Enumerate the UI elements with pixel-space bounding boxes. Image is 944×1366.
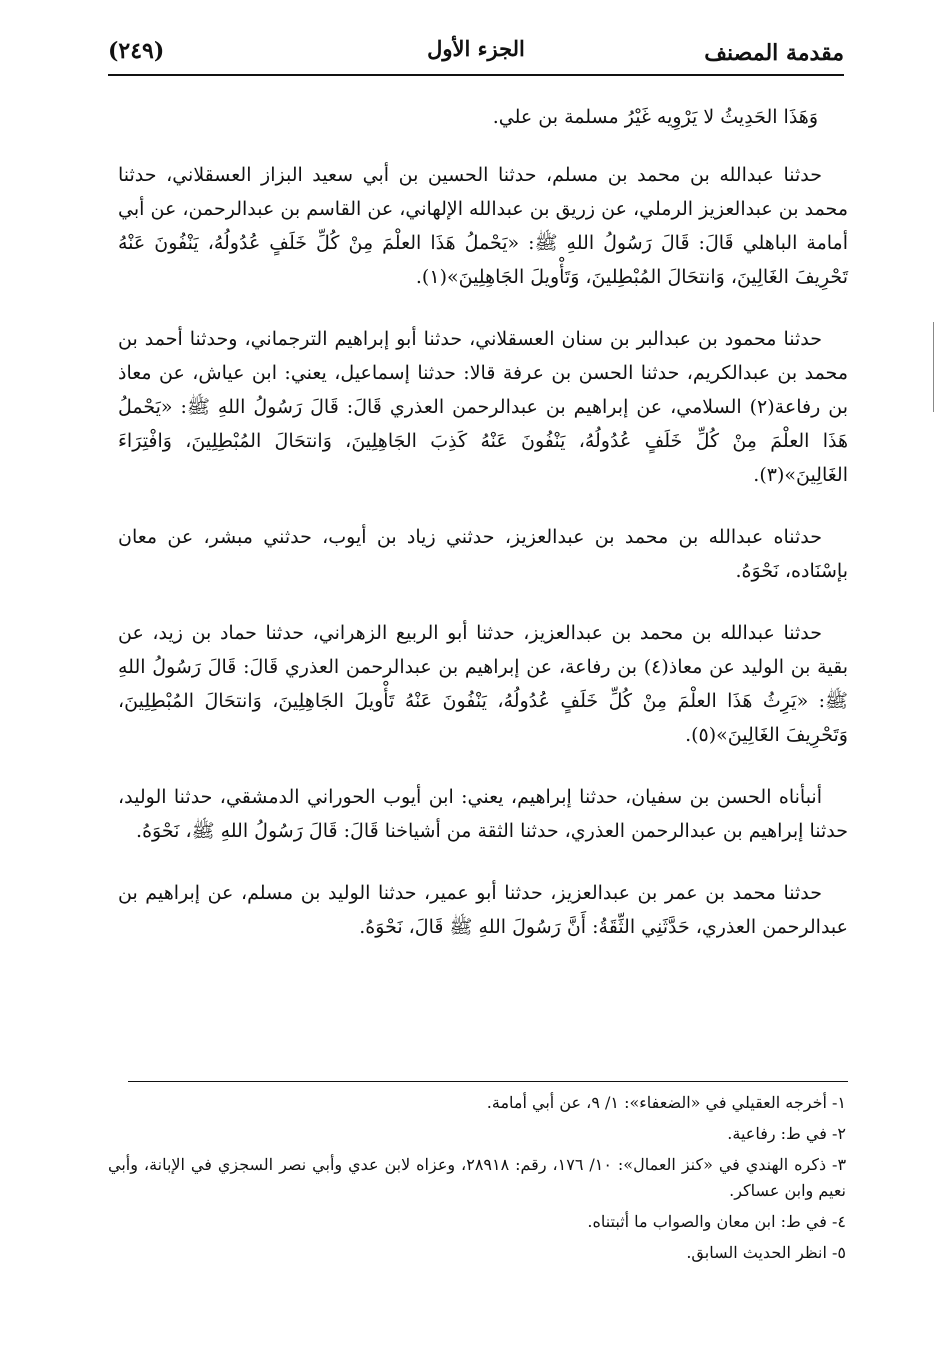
paragraph: حدثنا محمود بن عبدالبر بن سنان العسقلاني، حدثنا أبو إبراهيم الترجماني، وحدثنا أحمد بن محمد بن عبدالكريم، حدثنا الحسن بن عرفة قالا: حدثنا إسماعيل، يعني: ابن عياش، عن معاذ بن رفاعة(٢) السلامي، عن إبراهيم بن عبدالرحمن العذري قَالَ: قَالَ رَسُولُ اللهِ ﷺ: «يَحْملُ هَذَا العلْمَ مِنْ كُلِّ خَلَفٍ عُدُولُهُ، يَنْفُونَ عَنْهُ كَذِبَ الجَاهِلِينَ، وَانتحَالَ المُبْطِلِينَ، وَافْتِرَاءَ الغَالِينَ»(٣). [118,328,848,486]
running-header [108,34,844,70]
volume-part: الجزء الأول [427,36,525,61]
footnote: ٥- انظر الحديث السابق. [686,1243,846,1262]
footnotes [108,1090,846,1271]
paragraph: وَهَذَا الحَدِيثُ لا يَرْوِيه غَيْرُ مسلمة بن علي. [492,106,818,128]
paragraph: أنبأناه الحسن بن سفيان، حدثنا إبراهيم، يعني: ابن أيوب الحوراني الدمشقي، حدثنا الوليد، حدثنا إبراهيم بن عبدالرحمن العذري، حدثنا الثقة من أشياخنا قَالَ: قَالَ رَسُولُ اللهِ ﷺ، نَحْوَهُ. [118,786,848,842]
footnote-divider [128,1081,848,1082]
main-text [118,100,848,972]
chapter-title: مقدمة المصنف [704,40,844,66]
scan-edge-line [933,322,934,412]
header-divider [108,74,844,76]
page-number: (٢٤٩) [108,38,165,64]
paragraph: حدثنا عبدالله بن محمد بن عبدالعزيز، حدثنا أبو الربيع الزهراني، حدثنا حماد بن زيد، عن بقية بن الوليد عن معاذ(٤) بن رفاعة، عن إبراهيم بن عبدالرحمن العذري قَالَ: قَالَ رَسُولُ اللهِ ﷺ: «يَرِثُ هَذَا العلْمَ مِنْ كُلِّ خَلَفٍ عُدُولُهُ، يَنْفُونَ عَنْهُ تَأْويلَ الجَاهِلِينَ، وَانتحَالَ المُبْطِلِينَ، وَتَحْرِيفَ الغَالِينَ»(٥). [118,622,848,746]
paragraph: حدثناه عبدالله بن محمد بن عبدالعزيز، حدثني زياد بن أيوب، حدثني مبشر، عن معان بإسْنَاده، نَحْوَهُ. [118,526,848,582]
footnote: ٢- في ط: رفاعية. [727,1124,846,1143]
paragraph: حدثنا عبدالله بن محمد بن مسلم، حدثنا الحسين بن أبي سعيد البزاز العسقلاني، حدثنا محمد بن عبدالعزيز الرملي، عن زريق بن عبدالله الإلهاني، عن القاسم بن عبدالرحمن، عن أبي أمامة الباهلي قَالَ: قَالَ رَسُولُ اللهِ ﷺ: «يَحْملُ هَذَا العلْمَ مِنْ كُلِّ خَلَفٍ عُدُولُهُ، يَنْفُونَ عَنْهُ تَحْرِيفَ الغَالِينَ، وَانتحَالَ المُبْطِلينَ، وَتَأْويلَ الجَاهِلِينَ»(١). [118,164,848,288]
paragraph: حدثنا محمد بن عمر بن عبدالعزيز، حدثنا أبو عمير، حدثنا الوليد بن مسلم، عن إبراهيم بن عبدالرحمن العذري، حَدَّثَنِي الثِّقَةُ: أَنَّ رَسُولَ اللهِ ﷺ قَالَ، نَحْوَهُ. [118,882,848,938]
footnote: ٤- في ط: ابن معان والصواب ما أثبتناه. [587,1212,846,1231]
footnote: ٣- ذكره الهندي في «كنز العمال»: ١٠/ ١٧٦، رقم: ٢٨٩١٨، وعزاه لابن عدي وأبي نصر السجزي في الإبانة، وأبي نعيم وابن عساكر. [108,1155,847,1200]
footnote: ١- أخرجه العقيلي في «الضعفاء»: ١/ ٩، عن أبي أمامة. [486,1093,846,1112]
